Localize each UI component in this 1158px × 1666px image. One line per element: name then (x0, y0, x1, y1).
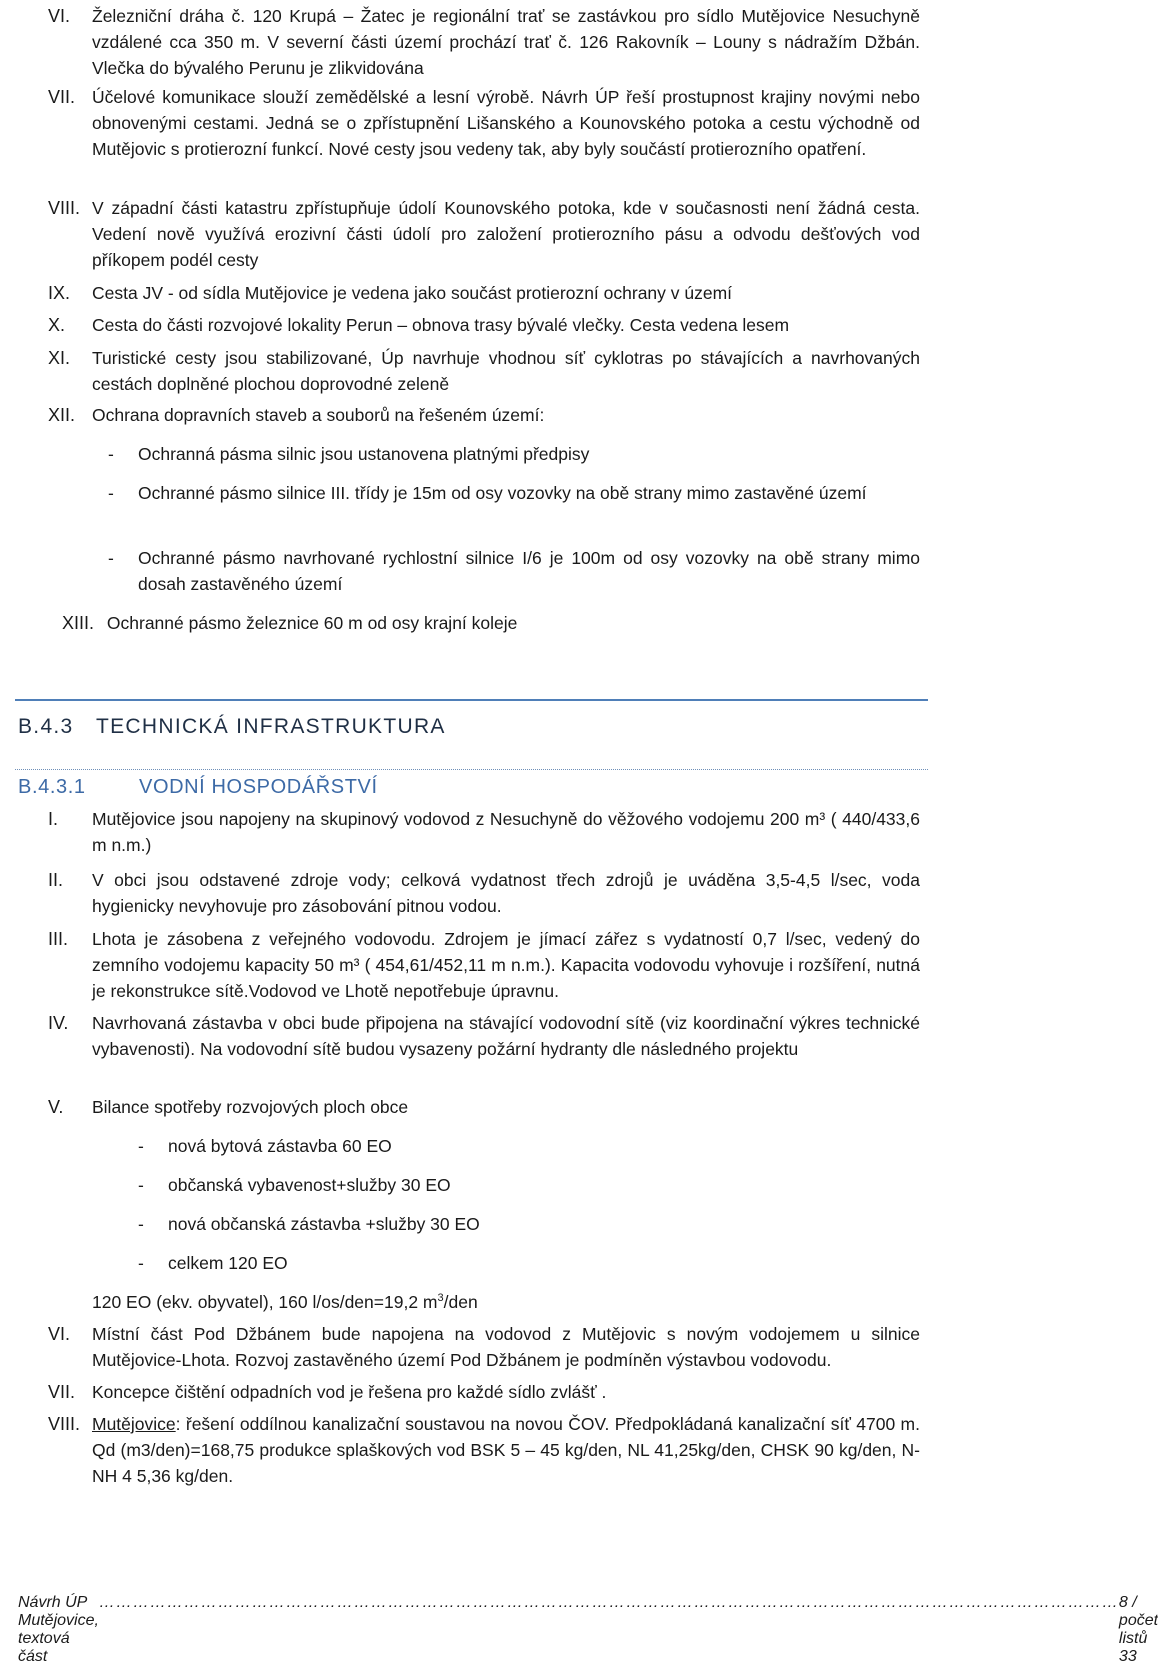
item-number: XIII. (62, 613, 95, 633)
item-number: IX. (48, 283, 71, 303)
list-item (40, 806, 920, 858)
list-item (62, 610, 922, 636)
item-number: VIII. (48, 198, 81, 218)
subsection-title: VODNÍ HOSPODÁŘSTVÍ (139, 776, 378, 798)
dash-marker: - (138, 1253, 144, 1273)
item-number: VII. (48, 87, 76, 107)
dash-marker: - (108, 444, 114, 464)
item-text-rest: : řešení oddílnou kanalizační soustavou na novou ČOV. Předpokládaná kanalizační síť 4700 m. Qd (m3/den)=168,75 produkce splaškových vod BSK 5 – 45 kg/den, NL 41,25kg/den, CHSK 90 kg/den, N-NH 4 5,36 kg/den. (92, 1414, 920, 1486)
item-number: X. (48, 315, 66, 335)
dash-marker: - (138, 1214, 144, 1234)
item-text: Bilance spotřeby rozvojových ploch obce (92, 1097, 409, 1117)
item-text: Turistické cesty jsou stabilizované, Úp navrhuje vhodnou síť cyklotras po stávajících a navrhovaných cestách doplněné plochou doprovodné zeleně (92, 348, 920, 394)
section-heading (15, 699, 928, 738)
list-item (40, 1010, 920, 1062)
footer-dot-leader: ……………………………………………………………………………………………………………………………………………………………… (98, 1594, 1119, 1611)
list-item (40, 1411, 920, 1489)
item-text: Navrhovaná zástavba v obci bude připojena na stávající vodovodní sítě (viz koordinační výkres technické vybavenosti). Na vodovodní sítě budou vysazeny požární hydranty dle následného projektu (92, 1013, 920, 1059)
item-text: Cesta do části rozvojové lokality Perun – obnova trasy bývalé vlečky. Cesta vedena lesem (92, 315, 790, 335)
dash-item (138, 1211, 838, 1237)
item-text: Lhota je zásobena z veřejného vodovodu. Zdrojem je jímací zářez s vydatností 0,7 l/sec, vedený do zemního vodojemu kapacity 50 m³ ( 454,61/452,11 m n.m.). Kapacita vodovodu vyhovuje i rozšíření, nutná je rekonstrukce sítě.Vodovod ve Lhotě nepotřebuje úpravnu. (92, 929, 920, 1001)
dash-text: Ochranné pásmo silnice III. třídy je 15m od osy vozovky na obě strany mimo zastavěné území (138, 483, 867, 503)
footer-document-title: Návrh ÚP Mutějovice, textová část (18, 1594, 99, 1665)
dash-text: nová občanská zástavba +služby 30 EO (168, 1214, 480, 1234)
consumption-line (92, 1289, 792, 1315)
consumption-text: 120 EO (ekv. obyvatel), 160 l/os/den=19,2 m (92, 1292, 438, 1312)
list-item (40, 402, 920, 428)
list-item (40, 1321, 920, 1373)
subsection-number: B.4.3.1 (18, 776, 86, 798)
item-text: Železniční dráha č. 120 Krupá – Žatec je regionální trať se zastávkou pro sídlo Mutějovice Nesuchyně vzdálené cca 350 m. V severní části území prochází trať č. 126 Rakovník – Louny s nádražím Džbán. Vlečka do bývalého Perunu je zlikvidována (92, 6, 920, 78)
item-text: Koncepce čištění odpadních vod je řešena pro každé sídlo zvlášť . (92, 1382, 607, 1402)
place-name-underlined: Mutějovice (92, 1414, 176, 1434)
footer-page-number: 8 / počet listů 33 (1118, 1594, 1158, 1665)
section-number: B.4.3 (18, 715, 74, 738)
dash-marker: - (138, 1175, 144, 1195)
item-number: VIII. (48, 1414, 81, 1434)
dash-text: nová bytová zástavba 60 EO (168, 1136, 392, 1156)
list-item (40, 867, 920, 919)
list-item (40, 926, 920, 1004)
list-item (40, 312, 920, 338)
item-text: Cesta JV - od sídla Mutějovice je vedena jako součást protierozní ochrany v území (92, 283, 733, 303)
dash-text: celkem 120 EO (168, 1253, 288, 1273)
dash-item (138, 1133, 838, 1159)
dash-item (138, 1250, 838, 1276)
dash-text: občanská vybavenost+služby 30 EO (168, 1175, 451, 1195)
page-footer (18, 1594, 1158, 1666)
dash-item (138, 1172, 838, 1198)
consumption-suffix: /den (443, 1292, 478, 1312)
dash-text: Ochranná pásma silnic jsou ustanovena platnými předpisy (138, 444, 590, 464)
list-item (40, 84, 920, 162)
list-item (40, 1379, 920, 1405)
item-text: Ochranné pásmo železnice 60 m od osy krajní koleje (106, 613, 518, 633)
subsection-heading-label (18, 776, 378, 799)
item-number: IV. (48, 1013, 69, 1033)
item-text: Místní část Pod Džbánem bude napojena na vodovod z Mutějovic s novým vodojemem u silnice Mutějovice-Lhota. Rozvoj zastavěného území Pod Džbánem je podmíněn výstavbou vodovodu. (92, 1324, 920, 1370)
dash-item (108, 545, 920, 597)
item-number: VI. (48, 6, 71, 26)
section-title: TECHNICKÁ INFRASTRUKTURA (96, 715, 446, 738)
item-text: V západní části katastru zpřístupňuje údolí Kounovského potoka, kde v současnosti není žádná cesta. Vedení nově využívá erozivní části údolí pro založení protierozního pásu a odvodu dešťových vod příkopem podél cesty (92, 198, 920, 270)
item-number: I. (48, 809, 59, 829)
dash-marker: - (108, 548, 114, 568)
list-item (40, 3, 920, 81)
list-item (40, 345, 920, 397)
item-number: V. (48, 1097, 64, 1117)
list-item (40, 195, 920, 273)
item-number: VII. (48, 1382, 76, 1402)
item-number: VI. (48, 1324, 71, 1344)
dash-marker: - (138, 1136, 144, 1156)
item-number: XI. (48, 348, 71, 368)
consumption-exponent: 3 (437, 1292, 444, 1305)
dash-item (108, 480, 920, 506)
item-number: II. (48, 870, 64, 890)
list-item (40, 1094, 920, 1120)
item-number: XII. (48, 405, 76, 425)
item-text: V obci jsou odstavené zdroje vody; celková vydatnost třech zdrojů je uváděna 3,5-4,5 l/sec, voda hygienicky nevyhovuje pro zásobování pitnou vodou. (92, 870, 920, 916)
item-number: III. (48, 929, 69, 949)
item-text (92, 1411, 920, 1489)
subsection-heading (15, 769, 928, 798)
item-text: Mutějovice jsou napojeny na skupinový vodovod z Nesuchyně do věžového vodojemu 200 m³ ( 440/433,6 m n.m.) (92, 809, 920, 855)
section-heading-label (18, 715, 446, 739)
item-text: Ochrana dopravních staveb a souborů na řešeném území: (92, 405, 545, 425)
dash-text: Ochranné pásmo navrhované rychlostní silnice I/6 je 100m od osy vozovky na obě strany mimo dosah zastavěného území (138, 548, 920, 594)
item-text: Účelové komunikace slouží zemědělské a lesní výrobě. Návrh ÚP řeší prostupnost krajiny novými nebo obnovenými cestami. Jedná se o zpřístupnění Lišanského a Kounovského potoka a cestu východně od Mutějovic s protierozní funkcí. Nové cesty jsou vedeny tak, aby byly součástí protierozního opatření. (92, 87, 920, 159)
dash-item (108, 441, 920, 467)
dash-marker: - (108, 483, 114, 503)
list-item (40, 280, 920, 306)
